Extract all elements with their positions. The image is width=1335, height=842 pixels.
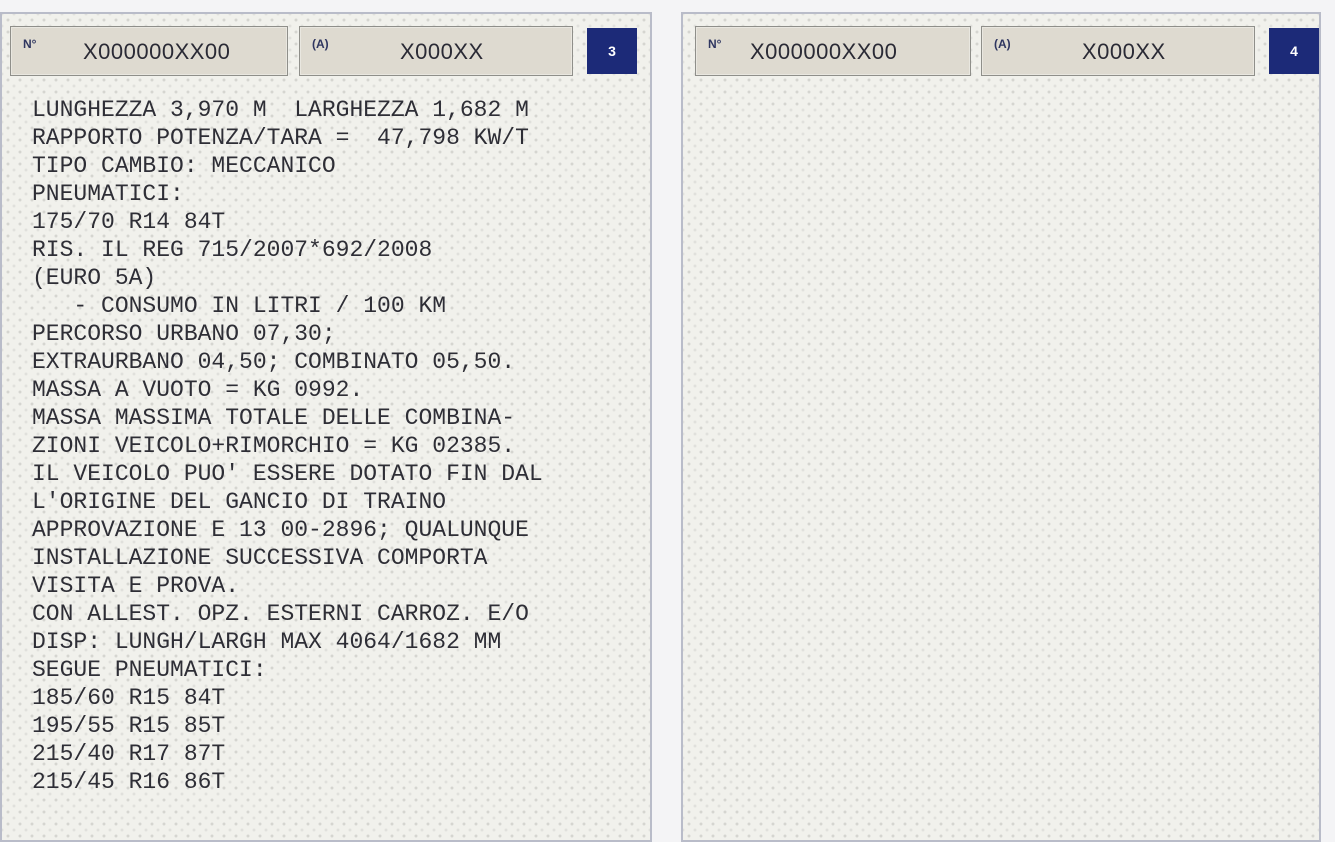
text-line: 215/45 R16 86T	[32, 769, 226, 795]
page-header	[10, 26, 642, 78]
text-line: APPROVAZIONE E 13 00-2896; QUALUNQUE	[32, 517, 529, 543]
text-line: (EURO 5A)	[32, 265, 157, 291]
text-line: RAPPORTO POTENZA/TARA = 47,798 KW/T	[32, 125, 529, 151]
registration-number-field	[10, 26, 288, 76]
text-line: VISITA E PROVA.	[32, 573, 240, 599]
page-number-badge: 3	[587, 28, 637, 74]
text-line: IL VEICOLO PUO' ESSERE DOTATO FIN DAL	[32, 461, 543, 487]
text-line: INSTALLAZIONE SUCCESSIVA COMPORTA	[32, 545, 488, 571]
page-number-badge: 4	[1269, 28, 1319, 74]
text-line: LUNGHEZZA 3,970 M LARGHEZZA 1,682 M	[32, 97, 529, 123]
text-line: 185/60 R15 84T	[32, 685, 226, 711]
text-line: CON ALLEST. OPZ. ESTERNI CARROZ. E/O	[32, 601, 529, 627]
registration-number: X000000XX00	[750, 39, 898, 64]
text-line: ZIONI VEICOLO+RIMORCHIO = KG 02385.	[32, 433, 516, 459]
registration-number-field	[695, 26, 971, 76]
text-line: L'ORIGINE DEL GANCIO DI TRAINO	[32, 489, 447, 515]
text-line: - CONSUMO IN LITRI / 100 KM	[32, 293, 447, 319]
code-tag: (A)	[312, 37, 329, 51]
page-text-lines	[32, 96, 644, 796]
text-line: DISP: LUNGH/LARGH MAX 4064/1682 MM	[32, 629, 502, 655]
plate-code-field	[981, 26, 1255, 76]
number-tag: N°	[23, 37, 37, 51]
code-tag: (A)	[994, 37, 1011, 51]
text-line: EXTRAURBANO 04,50; COMBINATO 05,50.	[32, 349, 516, 375]
text-line: MASSA A VUOTO = KG 0992.	[32, 377, 364, 403]
plate-code-field	[299, 26, 573, 76]
document-page-3	[0, 12, 652, 842]
page-header	[691, 26, 1311, 78]
number-tag: N°	[708, 37, 722, 51]
text-line: PERCORSO URBANO 07,30;	[32, 321, 336, 347]
text-line: 215/40 R17 87T	[32, 741, 226, 767]
text-line: PNEUMATICI:	[32, 181, 184, 207]
plate-code: X000XX	[400, 39, 484, 64]
text-line: 195/55 R15 85T	[32, 713, 226, 739]
text-line: MASSA MASSIMA TOTALE DELLE COMBINA-	[32, 405, 516, 431]
text-line: RIS. IL REG 715/2007*692/2008	[32, 237, 433, 263]
plate-code: X000XX	[1082, 39, 1166, 64]
text-line: TIPO CAMBIO: MECCANICO	[32, 153, 336, 179]
text-line: 175/70 R14 84T	[32, 209, 226, 235]
document-page-4	[681, 12, 1321, 842]
text-line: SEGUE PNEUMATICI:	[32, 657, 267, 683]
registration-number: X000000XX00	[83, 39, 231, 64]
